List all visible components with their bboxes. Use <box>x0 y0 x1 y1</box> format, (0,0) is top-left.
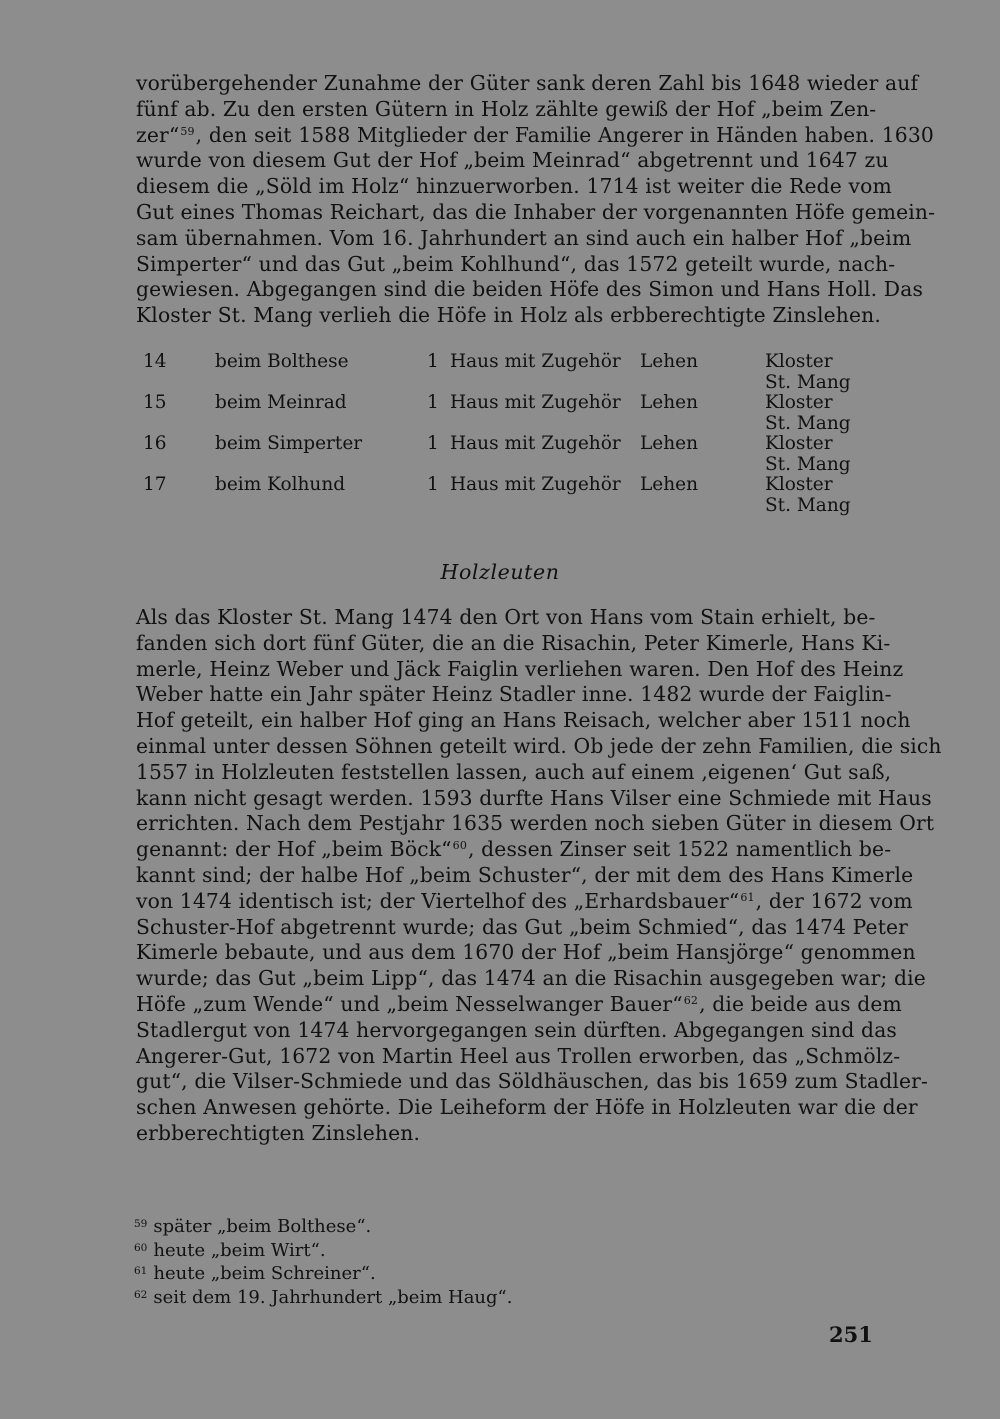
table-row <box>143 434 863 475</box>
owner-line: Kloster <box>765 392 833 413</box>
text-line <box>136 122 934 149</box>
owner-line: Kloster <box>765 351 833 372</box>
text-line: Als das Kloster St. Mang 1474 den Ort von Hans vom Stain erhielt, be- <box>136 605 876 629</box>
entry-number: 14 <box>143 351 167 372</box>
text-line: Simperter“ und das Gut „beim Kohlhund“, das 1572 geteilt wurde, nach- <box>136 251 896 276</box>
entry-owner <box>765 475 851 516</box>
entry-tenure: Lehen <box>640 474 699 495</box>
owner-line: Kloster <box>765 433 833 454</box>
text-line: errichten. Nach dem Pestjahr 1635 werden noch sieben Güter in diesem Ort <box>136 811 935 836</box>
owner-line: Kloster <box>765 474 833 495</box>
entry-tenure: Lehen <box>640 433 699 454</box>
text-line: merle, Heinz Weber und Jäck Faiglin verliehen waren. Den Hof des Heinz <box>136 656 904 681</box>
owner-line: St. Mang <box>765 371 851 393</box>
text-fragment: , dessen Zinser seit 1522 namentlich be- <box>467 837 892 862</box>
entry-description: Haus mit Zugehör <box>450 392 621 413</box>
entry-quantity: 1 <box>427 351 439 372</box>
footnote-text: heute „beim Wirt“. <box>153 1239 326 1261</box>
text-line <box>136 837 892 863</box>
paragraph-holzleuten <box>136 605 942 1147</box>
text-fragment: genannt: der Hof „beim Böck“ <box>136 837 452 862</box>
text-line: Stadlergut von 1474 hervorgegangen sein dürften. Abgegangen sind das <box>136 1017 897 1042</box>
entry-owner <box>765 352 851 393</box>
entry-quantity: 1 <box>427 392 439 413</box>
entry-name: beim Simperter <box>215 433 363 454</box>
text-line: diesem die „Söld im Holz“ hinzuerworben. 1714 ist weiter die Rede vom <box>136 174 892 199</box>
paragraph-holz <box>136 71 936 329</box>
text-line: Gut eines Thomas Reichart, das die Inhaber der vorgenannten Höfe gemein- <box>136 199 936 224</box>
text-line: Kimerle bebaute, und aus dem 1670 der Hof „beim Hansjörge“ genommen <box>136 940 916 965</box>
footnote <box>134 1261 512 1285</box>
text-line: gewiesen. Abgegangen sind die beiden Höfe des Simon und Hans Holl. Das <box>136 277 924 302</box>
table-row <box>143 393 863 434</box>
section-heading: Holzleuten <box>440 560 560 584</box>
text-line: Angerer-Gut, 1672 von Martin Heel aus Trollen erworben, das „Schmölz- <box>136 1043 901 1068</box>
entry-owner <box>765 393 851 434</box>
text-line: kannt sind; der halbe Hof „beim Schuster“, der mit dem des Hans Kimerle <box>136 862 914 887</box>
text-line: gut“, die Vilser-Schmiede und das Söldhäuschen, das bis 1659 zum Stadler- <box>136 1069 928 1094</box>
footnote <box>134 1238 512 1262</box>
text-line: wurde von diesem Gut der Hof „beim Meinrad“ abgetrennt und 1647 zu <box>136 148 889 173</box>
text-line: kann nicht gesagt werden. 1593 durfte Hans Vilser eine Schmiede mit Haus <box>136 785 932 810</box>
footnote-ref: 60 <box>452 839 467 853</box>
footnote-number: 60 <box>134 1241 148 1254</box>
text-line: Weber hatte ein Jahr später Heinz Stadler inne. 1482 wurde der Faiglin- <box>136 682 892 707</box>
footnote-ref: 62 <box>683 993 699 1007</box>
footnote-number: 62 <box>134 1288 148 1301</box>
entry-number: 15 <box>143 392 167 413</box>
footnote <box>134 1285 512 1309</box>
entry-number: 17 <box>143 474 167 495</box>
footnote-ref: 61 <box>740 890 755 904</box>
footnotes <box>134 1214 512 1308</box>
text-line: vorübergehender Zunahme der Güter sank deren Zahl bis 1648 wieder auf <box>136 71 919 95</box>
entry-quantity: 1 <box>427 474 439 495</box>
entry-name: beim Bolthese <box>215 351 349 372</box>
farm-table <box>143 352 863 516</box>
footnote <box>134 1214 512 1238</box>
entry-description: Haus mit Zugehör <box>450 474 621 495</box>
text-fragment: zer“ <box>136 122 180 147</box>
text-line: erbberechtigten Zinslehen. <box>136 1120 421 1145</box>
entry-tenure: Lehen <box>640 351 699 372</box>
text-line: sam übernahmen. Vom 16. Jahrhundert an sind auch ein halber Hof „beim <box>136 225 912 250</box>
footnote-number: 59 <box>134 1218 148 1230</box>
entry-quantity: 1 <box>427 433 439 454</box>
text-fragment: , den seit 1588 Mitglieder der Familie Angerer in Händen haben. 1630 <box>195 122 934 147</box>
entry-owner <box>765 434 851 475</box>
footnote-text: seit dem 19. Jahrhundert „beim Haug“. <box>153 1286 513 1308</box>
text-line: fanden sich dort fünf Güter, die an die Risachin, Peter Kimerle, Hans Ki- <box>136 630 891 655</box>
entry-number: 16 <box>143 433 167 454</box>
owner-line: St. Mang <box>765 494 851 516</box>
table-row <box>143 352 863 393</box>
text-line: wurde; das Gut „beim Lipp“, das 1474 an die Risachin ausgegeben war; die <box>136 966 926 991</box>
text-line: Schuster-Hof abgetrennt wurde; das Gut „beim Schmied“, das 1474 Peter <box>136 914 908 939</box>
table-row <box>143 475 863 516</box>
text-line: 1557 in Holzleuten feststellen lassen, auch auf einem ‚eigenen‘ Gut saß, <box>136 759 892 784</box>
text-line: schen Anwesen gehörte. Die Leiheform der Höfe in Holzleuten war die der <box>136 1095 918 1120</box>
page-number: 251 <box>829 1322 873 1347</box>
footnote-number: 61 <box>134 1265 148 1277</box>
entry-name: beim Kolhund <box>215 474 346 495</box>
owner-line: St. Mang <box>765 412 851 434</box>
entry-description: Haus mit Zugehör <box>450 433 621 454</box>
text-fragment: Höfe „zum Wende“ und „beim Nesselwanger Bauer“ <box>136 991 683 1016</box>
text-line: Kloster St. Mang verlieh die Höfe in Holz als erbberechtigte Zinslehen. <box>136 303 881 328</box>
text-fragment: , die beide aus dem <box>699 991 902 1016</box>
footnote-text: heute „beim Schreiner“. <box>153 1263 376 1284</box>
entry-name: beim Meinrad <box>215 392 347 413</box>
footnote-text: später „beim Bolthese“. <box>153 1216 372 1237</box>
text-fragment: , der 1672 vom <box>755 888 913 913</box>
entry-tenure: Lehen <box>640 392 699 413</box>
footnote-ref: 59 <box>180 124 195 138</box>
text-line: fünf ab. Zu den ersten Gütern in Holz zählte gewiß der Hof „beim Zen- <box>136 96 877 121</box>
text-line <box>136 991 902 1018</box>
entry-description: Haus mit Zugehör <box>450 351 621 372</box>
text-fragment: von 1474 identisch ist; der Viertelhof des „Erhardsbauer“ <box>136 888 740 913</box>
owner-line: St. Mang <box>765 453 851 475</box>
text-line: einmal unter dessen Söhnen geteilt wird. Ob jede der zehn Familien, die sich <box>136 733 942 758</box>
text-line <box>136 888 913 915</box>
text-line: Hof geteilt, ein halber Hof ging an Hans Reisach, welcher aber 1511 noch <box>136 708 911 733</box>
